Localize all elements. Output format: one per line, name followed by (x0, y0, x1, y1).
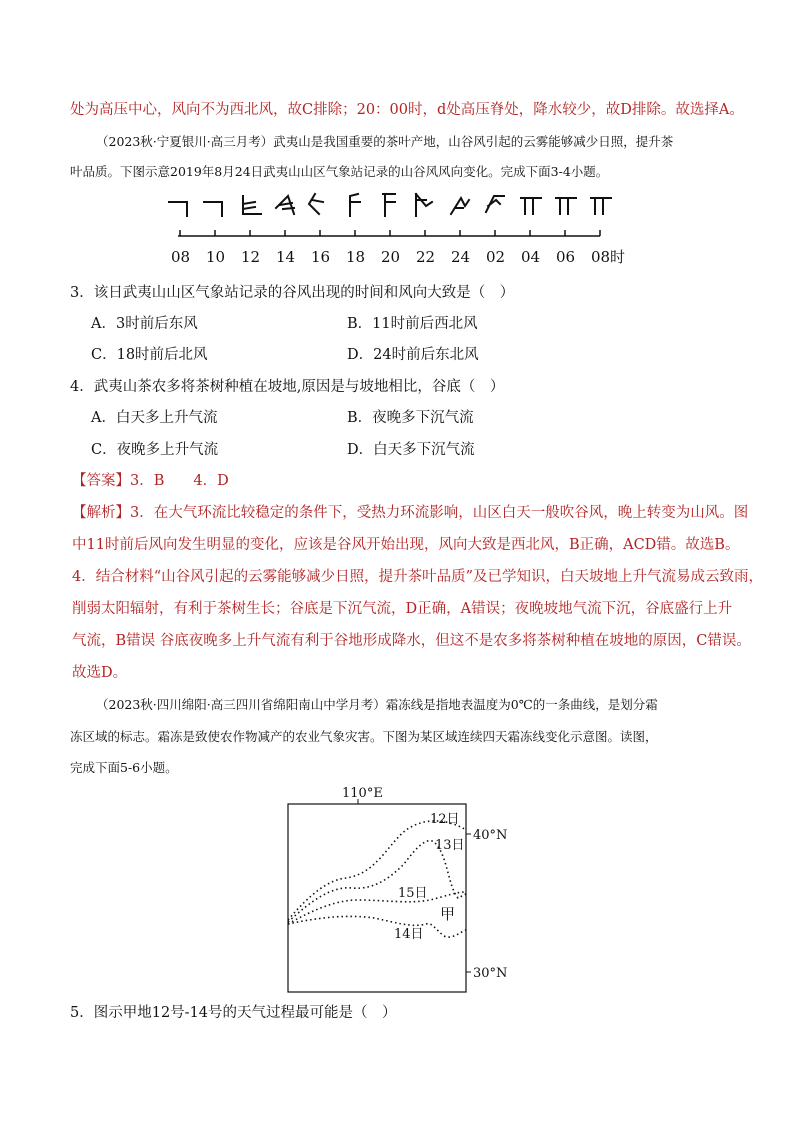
label-14: 14日 (394, 927, 424, 942)
q3-option-b[interactable]: B．11时前后西北风 (347, 316, 478, 332)
time-tick-label: 22 (416, 248, 436, 266)
analysis-line5: 气流，B错误 谷底夜晚多上升气流有利于谷地形成降水，但这不是农多将茶树种植在坡地的原因，C错误。 (72, 633, 751, 649)
frost-line-map (280, 782, 520, 1000)
analysis-text-1: 3．在大气环流比较稳定的条件下，受热力环流影响，山区白天一般吹谷风，晚上转变为山风。图 (130, 505, 749, 521)
intro-3-4-line2: 叶品质。下图示意2019年8月24日武夷山山区气象站记录的山谷风风向变化。完成下面3-4小题。 (70, 164, 609, 179)
time-tick-label: 18 (346, 248, 366, 266)
wind-barb (309, 194, 323, 214)
analysis-label: 【解析】 (72, 505, 130, 521)
answer-text: 3．B 4．D (130, 473, 229, 489)
time-unit-label: 时 (610, 248, 626, 266)
time-axis-ticks (180, 230, 600, 236)
wind-barb (556, 198, 576, 214)
time-tick-label: 24 (451, 248, 471, 266)
time-tick-label: 02 (486, 248, 506, 266)
wind-barb (169, 202, 187, 216)
analysis-line3: 4．结合材料“山谷风引起的云雾能够减少日照，提升茶叶品质”及已学知识，白天坡地上升气流易成云致雨， (72, 569, 764, 585)
time-tick-label: 06 (556, 248, 576, 266)
question-5-stem: 5．图示甲地12号-14号的天气过程最可能是（ ） (70, 1005, 397, 1021)
wind-barb (416, 194, 432, 216)
intro-3-4-line1: （2023秋·宁夏银川·高三月考）武夷山是我国重要的茶叶产地，山谷风引起的云雾能够减少日照，提升茶 (96, 134, 674, 149)
label-13: 13日 (435, 838, 465, 853)
q3-option-d[interactable]: D．24时前后东北风 (347, 347, 479, 363)
wind-barb (383, 194, 395, 216)
time-tick-label: 04 (521, 248, 541, 266)
label-jia: 甲 (440, 905, 456, 923)
label-12: 12日 (430, 812, 460, 827)
longitude-label: 110°E (342, 786, 383, 801)
time-tick-label: 12 (241, 248, 261, 266)
time-tick-label: 14 (276, 248, 296, 266)
time-axis-labels (171, 248, 610, 266)
latitude-40-label: 40°N (473, 828, 508, 843)
q4-option-a[interactable]: A．白天多上升气流 (91, 410, 218, 426)
wind-barb (350, 194, 360, 216)
time-tick-label: 16 (311, 248, 331, 266)
question-4-stem: 4．武夷山茶农多将茶树种植在坡地,原因是与坡地相比，谷底（ ） (70, 379, 505, 395)
intro-5-6-line3: 完成下面5-6小题。 (70, 760, 178, 775)
wind-barb (276, 196, 294, 214)
time-tick-label: 08 (171, 248, 191, 266)
q3-option-a[interactable]: A．3时前后东风 (91, 316, 198, 332)
q4-option-c[interactable]: C．夜晚多上升气流 (91, 442, 219, 458)
wind-direction-chart (150, 188, 640, 270)
q4-option-d[interactable]: D．白天多下沉气流 (347, 442, 475, 458)
wind-barb (243, 196, 261, 214)
intro-5-6-line2: 冻区域的标志。霜冻是致使农作物减产的农业气象灾害。下图为某区域连续四天霜冻线变化示意图。读图， (70, 729, 658, 744)
wind-barbs (169, 194, 611, 216)
wind-barb (204, 202, 222, 216)
time-tick-label: 08 (591, 248, 611, 266)
answer-line (72, 471, 794, 491)
analysis-line1 (72, 503, 794, 523)
intro-5-6-line1: （2023秋·四川绵阳·高三四川省绵阳南山中学月考）霜冻线是指地表温度为0℃的一条曲线，是划分霜 (96, 697, 658, 712)
answer-label: 【答案】 (72, 473, 130, 489)
analysis-line2: 中11时前后风向发生明显的变化，应该是谷风开始出现，风向大致是西北风，B正确，ACD错。故选B。 (72, 537, 740, 553)
map-frame (288, 804, 466, 992)
analysis-line4: 削弱太阳辐射，有利于茶树生长；谷底是下沉气流，D正确，A错误；夜晚坡地气流下沉，谷底盛行上升 (72, 601, 733, 617)
time-tick-label: 10 (206, 248, 226, 266)
analysis-line6: 故选D。 (72, 665, 128, 681)
q3-option-c[interactable]: C．18时前后北风 (91, 347, 208, 363)
time-tick-label: 20 (381, 248, 401, 266)
wind-barb (521, 198, 541, 214)
q4-option-b[interactable]: B．夜晚多下沉气流 (347, 410, 474, 426)
wind-barb (591, 198, 611, 214)
latitude-30-label: 30°N (473, 966, 508, 981)
wind-barb (451, 198, 469, 214)
question-3-stem: 3．该日武夷山山区气象站记录的谷风出现的时间和风向大致是（ ） (70, 285, 515, 301)
label-15: 15日 (398, 886, 428, 901)
previous-analysis-tail: 处为高压中心，风向不为西北风，故C排除；20：00时，d处高压脊处，降水较少，故D排除。故选择A。 (70, 102, 744, 118)
wind-barb (486, 196, 504, 212)
